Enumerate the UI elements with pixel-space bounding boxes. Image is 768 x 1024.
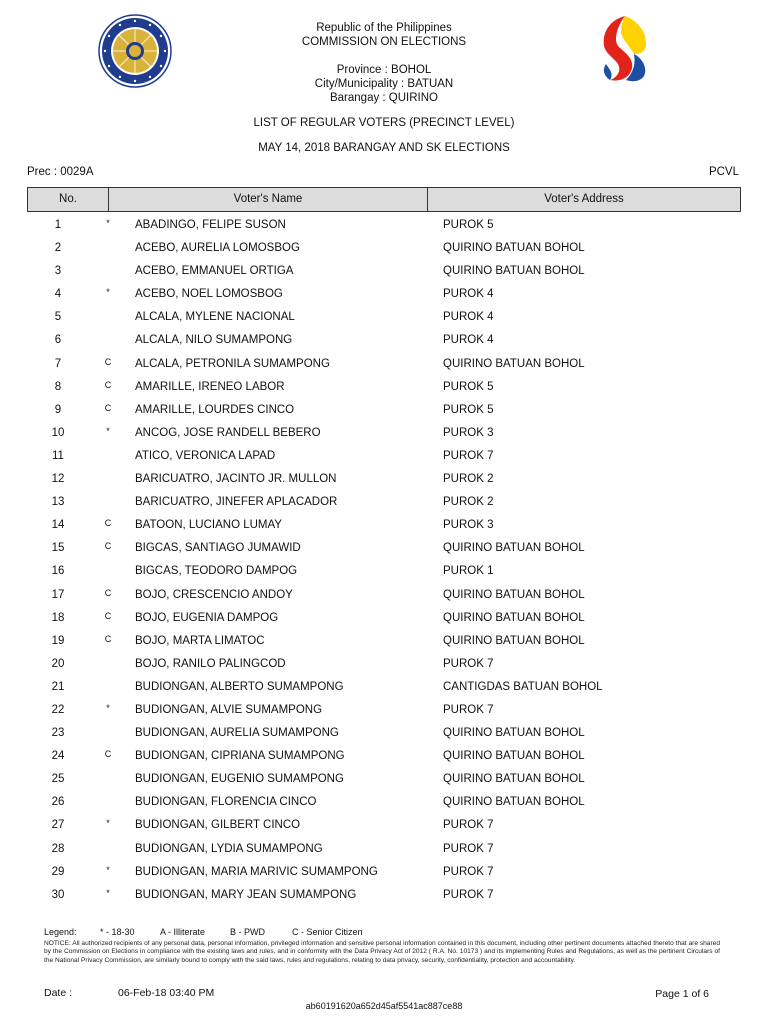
voter-row: [0, 538, 768, 561]
voter-row: [0, 377, 768, 400]
voter-name: BOJO, EUGENIA DAMPOG: [135, 611, 279, 624]
voter-name: ACEBO, AURELIA LOMOSBOG: [135, 242, 300, 255]
location-block: [0, 63, 768, 105]
voter-address: QUIRINO BATUAN BOHOL: [443, 773, 585, 786]
voter-name: BUDIONGAN, ALBERTO SUMAMPONG: [135, 680, 344, 693]
voter-address: PUROK 3: [443, 519, 494, 532]
voter-number: 1: [54, 219, 62, 231]
voter-name: ALCALA, NILO SUMAMPONG: [135, 334, 293, 347]
precinct-label: Prec : 0029A: [27, 166, 94, 178]
voter-address: QUIRINO BATUAN BOHOL: [443, 611, 585, 624]
voter-name: BUDIONGAN, LYDIA SUMAMPONG: [135, 842, 323, 855]
voter-address: QUIRINO BATUAN BOHOL: [443, 634, 585, 647]
voter-address: PUROK 5: [443, 380, 494, 393]
voter-row: [0, 423, 768, 446]
legend-item-pwd: B - PWD: [230, 927, 265, 937]
document-hash: ab60191620a652d45af5541ac887ce88: [305, 1001, 463, 1011]
voter-name: BUDIONGAN, EUGENIO SUMAMPONG: [135, 773, 344, 786]
voter-number: 24: [51, 750, 65, 763]
voter-number: 17: [51, 588, 65, 601]
voter-address: QUIRINO BATUAN BOHOL: [443, 588, 585, 601]
voter-address: QUIRINO BATUAN BOHOL: [443, 542, 585, 555]
voter-name: BUDIONGAN, GILBERT CINCO: [135, 819, 301, 832]
voter-mark: C: [104, 541, 112, 552]
voter-number: 23: [51, 727, 65, 740]
date-label: Date :: [44, 987, 73, 999]
election-title: MAY 14, 2018 BARANGAY AND SK ELECTIONS: [258, 142, 510, 154]
privacy-notice: NOTICE: All authorized recipients of any personal data, personal information, privileged information and sensitive personal information contained in this document, including other pertinent documents attached thereto that are shared by the Commission on Elections in compliance with the existing laws and rules, and in conformity with the Data Privacy Act of 2012 ( R.A. No. 10173 ) and its implementing Rules and Regulations, as well as the pertinent Circulars of the National Privacy Commission, are similarly bound to comply with the said laws, rules and regulations, relating to data privacy, security, confidentiality, protection and accountability.: [44, 940, 720, 964]
voter-number: 21: [51, 680, 65, 693]
voter-mark: *: [106, 218, 110, 228]
voter-name: BATOON, LUCIANO LUMAY: [135, 519, 282, 532]
voter-row: [0, 631, 768, 654]
form-code: PCVL: [708, 166, 739, 178]
voter-mark: C: [104, 356, 112, 367]
voter-number: 5: [54, 311, 62, 324]
voter-address: QUIRINO BATUAN BOHOL: [443, 796, 585, 809]
voter-row: [0, 330, 768, 353]
legend-label: Legend:: [44, 927, 77, 937]
voter-number: 30: [51, 888, 65, 901]
voter-name: BUDIONGAN, AURELIA SUMAMPONG: [135, 727, 339, 740]
voter-name: BUDIONGAN, FLORENCIA CINCO: [135, 796, 317, 809]
voter-number: 4: [54, 288, 62, 301]
voter-address: PUROK 1: [443, 565, 494, 578]
voter-mark: C: [104, 379, 112, 390]
voter-address: QUIRINO BATUAN BOHOL: [443, 750, 585, 763]
voter-name: BARICUATRO, JINEFER APLACADOR: [135, 496, 338, 509]
voter-mark: *: [106, 818, 110, 829]
voter-row: [0, 261, 768, 284]
legend-item-senior: C - Senior Citizen: [292, 927, 363, 937]
voter-mark: C: [104, 518, 112, 529]
voter-number: 8: [54, 380, 62, 393]
voter-row: [0, 654, 768, 677]
voter-number: 15: [51, 542, 65, 555]
voter-number: 12: [51, 473, 65, 486]
voter-address: QUIRINO BATUAN BOHOL: [443, 265, 585, 278]
voter-row: [0, 585, 768, 608]
voter-name: BUDIONGAN, ALVIE SUMAMPONG: [135, 703, 323, 716]
voter-number: 18: [51, 611, 65, 624]
voter-address: PUROK 5: [443, 219, 494, 231]
column-header-name: Voter's Name: [233, 193, 303, 205]
voter-row: [0, 238, 768, 261]
republic-line: Republic of the Philippines: [316, 22, 452, 34]
voter-name: AMARILLE, LOURDES CINCO: [135, 403, 295, 416]
voter-number: 9: [54, 403, 62, 416]
voter-address: PUROK 7: [443, 819, 494, 832]
column-header-address: Voter's Address: [544, 193, 624, 205]
voter-number: 28: [51, 842, 65, 855]
voter-address: PUROK 7: [443, 865, 494, 878]
voter-number: 20: [51, 657, 65, 670]
voter-list: [0, 215, 768, 908]
voter-name: BOJO, CRESCENCIO ANDOY: [135, 588, 293, 601]
voter-address: PUROK 4: [443, 334, 494, 347]
voter-mark: C: [104, 402, 112, 413]
voter-name: ABADINGO, FELIPE SUSON: [135, 219, 286, 231]
voter-name: ACEBO, EMMANUEL ORTIGA: [135, 265, 294, 278]
voter-number: 19: [51, 634, 65, 647]
date-value: 06-Feb-18 03:40 PM: [118, 987, 215, 999]
voter-row: [0, 446, 768, 469]
voter-number: 27: [51, 819, 65, 832]
voter-row: [0, 608, 768, 631]
voter-mark: *: [106, 702, 110, 713]
voter-number: 14: [51, 519, 65, 532]
voter-name: ALCALA, MYLENE NACIONAL: [135, 311, 295, 324]
voter-address: PUROK 3: [443, 426, 494, 439]
voter-number: 7: [54, 357, 62, 370]
voter-number: 11: [52, 449, 64, 462]
voter-name: BUDIONGAN, MARIA MARIVIC SUMAMPONG: [135, 865, 378, 878]
voter-name: BIGCAS, SANTIAGO JUMAWID: [135, 542, 301, 555]
voter-address: PUROK 7: [443, 888, 494, 901]
voter-mark: *: [106, 287, 110, 298]
voter-number: 22: [51, 703, 65, 716]
voter-address: PUROK 4: [443, 288, 494, 301]
voter-address: PUROK 7: [443, 449, 494, 462]
voter-row: [0, 307, 768, 330]
province-line: Province : BOHOL: [336, 64, 432, 76]
voter-mark: *: [106, 887, 110, 898]
voter-mark: *: [106, 425, 110, 436]
voter-address: QUIRINO BATUAN BOHOL: [443, 357, 585, 370]
barangay-line: Barangay : QUIRINO: [329, 92, 438, 104]
city-line: City/Municipality : BATUAN: [314, 78, 454, 90]
voter-row: [0, 746, 768, 769]
voter-address: QUIRINO BATUAN BOHOL: [443, 242, 585, 255]
voter-name: ACEBO, NOEL LOMOSBOG: [135, 288, 283, 301]
voter-mark: C: [104, 633, 112, 644]
document-header: [0, 21, 768, 49]
voter-row: [0, 700, 768, 723]
voter-name: ANCOG, JOSE RANDELL BEBERO: [135, 426, 321, 439]
voter-row: [0, 677, 768, 700]
voter-number: 3: [54, 265, 62, 278]
voter-number: 29: [51, 865, 65, 878]
voter-address: PUROK 2: [443, 473, 494, 486]
voter-mark: C: [104, 749, 112, 760]
voter-mark: *: [106, 864, 110, 875]
voter-row: [0, 885, 768, 908]
voter-name: ATICO, VERONICA LAPAD: [135, 449, 276, 462]
voter-number: 13: [51, 496, 65, 509]
voter-number: 16: [51, 565, 65, 578]
voter-row: [0, 515, 768, 538]
page-indicator: Page 1 of 6: [655, 988, 709, 1000]
voter-number: 26: [51, 796, 65, 809]
voter-row: [0, 354, 768, 377]
table-header: [27, 187, 741, 212]
voter-row: [0, 400, 768, 423]
voter-row: [0, 815, 768, 838]
voter-number: 10: [51, 426, 65, 439]
column-header-no: No.: [59, 193, 77, 205]
voter-address: PUROK 7: [443, 703, 494, 716]
voter-name: BUDIONGAN, MARY JEAN SUMAMPONG: [135, 888, 357, 901]
voter-address: PUROK 7: [443, 842, 494, 855]
voter-row: [0, 792, 768, 815]
legend-item-illiterate: A - Illiterate: [160, 927, 206, 937]
list-title: LIST OF REGULAR VOTERS (PRECINCT LEVEL): [253, 117, 515, 129]
voter-mark: C: [104, 610, 112, 621]
voter-name: BUDIONGAN, CIPRIANA SUMAMPONG: [135, 750, 345, 763]
voter-name: BIGCAS, TEODORO DAMPOG: [135, 565, 298, 578]
legend-item-youth: * - 18-30: [100, 927, 135, 937]
voter-name: ALCALA, PETRONILA SUMAMPONG: [135, 357, 330, 370]
voter-row: [0, 215, 768, 238]
voter-row: [0, 284, 768, 307]
comelec-line: COMMISSION ON ELECTIONS: [301, 36, 467, 48]
voter-address: PUROK 7: [443, 657, 494, 670]
voter-row: [0, 561, 768, 584]
voter-name: BOJO, RANILO PALINGCOD: [135, 657, 286, 670]
voter-row: [0, 723, 768, 746]
voter-number: 2: [54, 242, 62, 255]
voter-number: 25: [51, 773, 65, 786]
voter-address: PUROK 5: [443, 403, 494, 416]
voter-name: BOJO, MARTA LIMATOC: [135, 634, 265, 647]
voter-address: CANTIGDAS BATUAN BOHOL: [443, 680, 603, 693]
voter-address: PUROK 2: [443, 496, 494, 509]
voter-name: AMARILLE, IRENEO LABOR: [135, 380, 285, 393]
voter-row: [0, 492, 768, 515]
voter-row: [0, 769, 768, 792]
voter-row: [0, 469, 768, 492]
voter-mark: C: [104, 587, 112, 598]
voter-row: [0, 862, 768, 885]
voter-number: 6: [54, 334, 62, 347]
voter-name: BARICUATRO, JACINTO JR. MULLON: [135, 473, 337, 486]
voter-row: [0, 839, 768, 862]
voter-address: QUIRINO BATUAN BOHOL: [443, 727, 585, 740]
voter-address: PUROK 4: [443, 311, 494, 324]
